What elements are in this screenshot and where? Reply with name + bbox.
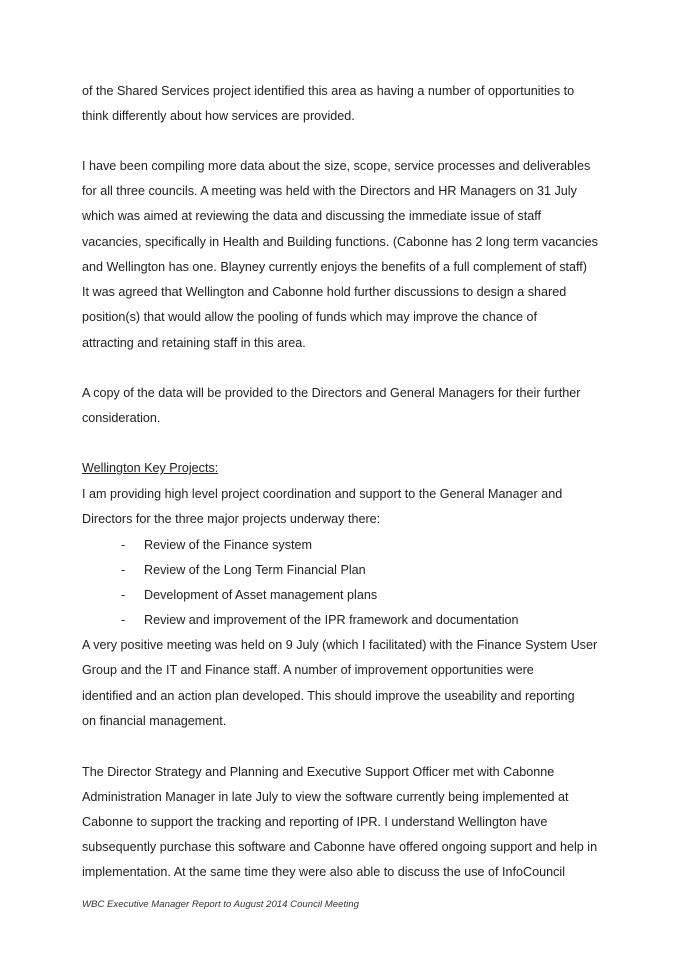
bullet-text: Review of the Long Term Financial Plan	[144, 563, 366, 577]
paragraph-line: think differently about how services are provided.	[82, 109, 355, 123]
bullet-marker: -	[121, 613, 126, 627]
paragraph-line: for all three councils. A meeting was held with the Directors and HR Managers on 31 July	[82, 184, 577, 198]
paragraph-line: subsequently purchase this software and Cabonne have offered ongoing support and help in	[82, 840, 598, 854]
paragraph-line: Directors for the three major projects underway there:	[82, 512, 381, 526]
section-heading: Wellington Key Projects:	[82, 461, 219, 475]
paragraph-line: I have been compiling more data about the size, scope, service processes and deliverables	[82, 159, 591, 173]
paragraph-line: vacancies, specifically in Health and Building functions. (Cabonne has 2 long term vacancies	[82, 235, 598, 249]
bullet-marker: -	[121, 563, 126, 577]
paragraph-line: identified and an action plan developed. This should improve the useability and reporting	[82, 689, 575, 703]
paragraph-line: which was aimed at reviewing the data and discussing the immediate issue of staff	[82, 209, 541, 223]
paragraph-line: attracting and retaining staff in this area.	[82, 336, 306, 350]
paragraph-line: Group and the IT and Finance staff. A number of improvement opportunities were	[82, 663, 534, 677]
paragraph-line: A very positive meeting was held on 9 July (which I facilitated) with the Finance System User	[82, 638, 598, 652]
paragraph-line: on financial management.	[82, 714, 227, 728]
paragraph-line: It was agreed that Wellington and Cabonne hold further discussions to design a shared	[82, 285, 567, 299]
paragraph-line: Cabonne to support the tracking and reporting of IPR. I understand Wellington have	[82, 815, 548, 829]
paragraph-line: The Director Strategy and Planning and Executive Support Officer met with Cabonne	[82, 765, 555, 779]
paragraph-line: Administration Manager in late July to view the software currently being implemented at	[82, 790, 569, 804]
bullet-text: Review and improvement of the IPR framework and documentation	[144, 613, 519, 627]
paragraph-line: of the Shared Services project identified this area as having a number of opportunities to	[82, 84, 575, 98]
paragraph-line: position(s) that would allow the pooling of funds which may improve the chance of	[82, 310, 538, 324]
paragraph-line: I am providing high level project coordination and support to the General Manager and	[82, 487, 563, 501]
paragraph-line: implementation. At the same time they were also able to discuss the use of InfoCouncil	[82, 865, 566, 879]
paragraph-line: consideration.	[82, 411, 161, 425]
bullet-marker: -	[121, 538, 126, 552]
page-footer: WBC Executive Manager Report to August 2014 Council Meeting	[82, 899, 359, 910]
paragraph-line: A copy of the data will be provided to the Directors and General Managers for their further	[82, 386, 581, 400]
bullet-text: Review of the Finance system	[144, 538, 312, 552]
bullet-marker: -	[121, 588, 126, 602]
bullet-text: Development of Asset management plans	[144, 588, 378, 602]
paragraph-line: and Wellington has one. Blayney currently enjoys the benefits of a full complement of staff)	[82, 260, 587, 274]
